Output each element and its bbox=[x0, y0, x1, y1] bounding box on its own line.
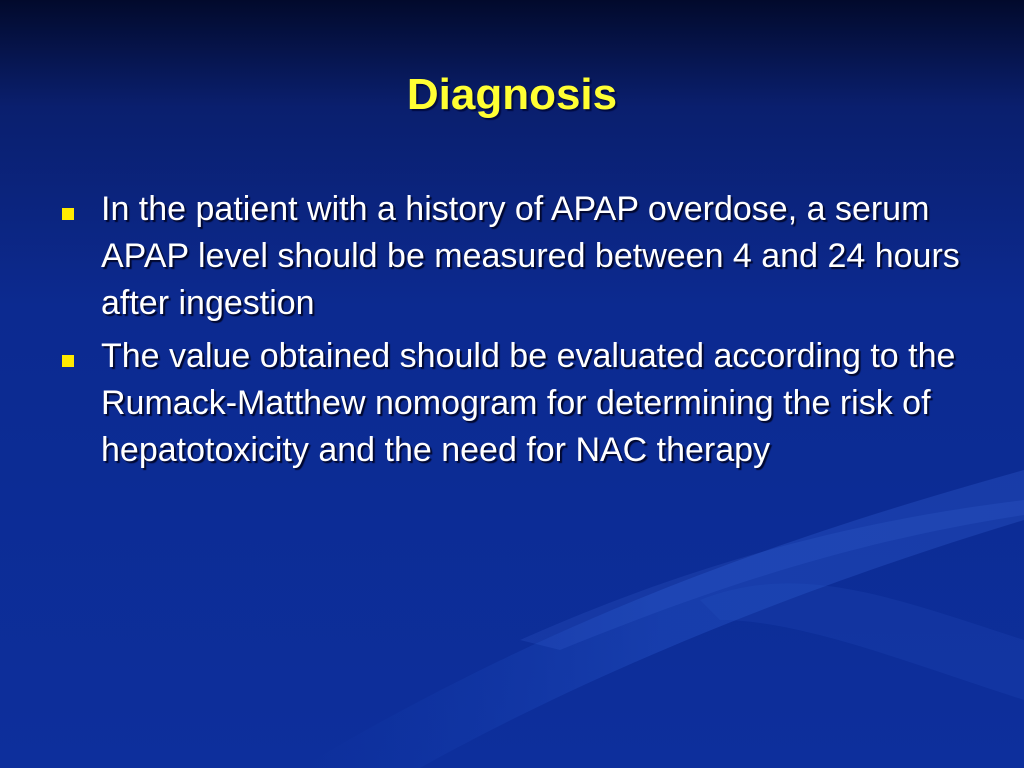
square-bullet-icon bbox=[62, 208, 74, 220]
bullet-text: In the patient with a history of APAP overdose, a serum APAP level should be measured between 4 and 24 hours after ingestion bbox=[101, 190, 960, 322]
list-item bbox=[60, 186, 980, 327]
list-item bbox=[60, 333, 980, 474]
bullet-text: The value obtained should be evaluated according to the Rumack-Matthew nomogram for determining the risk of hepatotoxicity and the need for NAC therapy bbox=[101, 337, 956, 469]
slide-title: Diagnosis bbox=[406, 70, 618, 119]
square-bullet-icon bbox=[62, 355, 74, 367]
bullet-list bbox=[60, 186, 980, 480]
